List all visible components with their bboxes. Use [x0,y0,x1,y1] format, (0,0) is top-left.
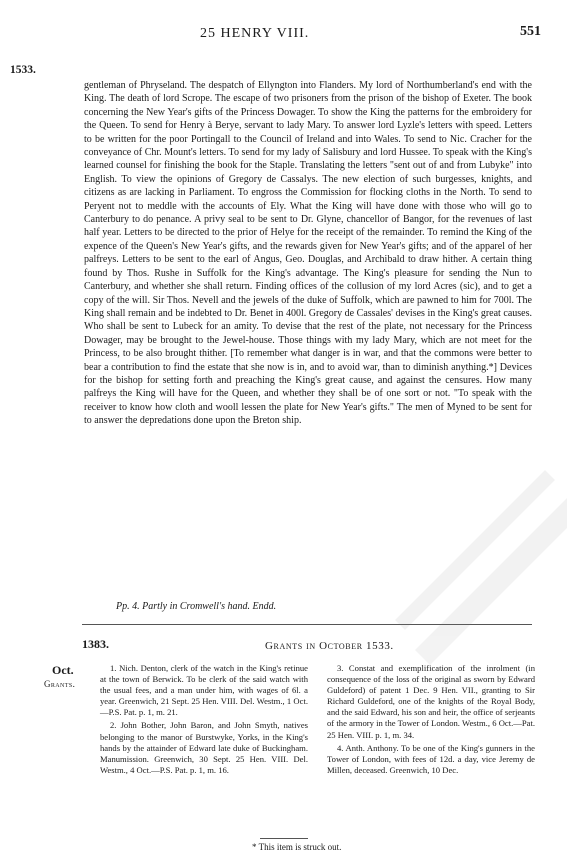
entry-number: 1383. [82,637,109,651]
footnote: * This item is struck out. [252,842,342,852]
section-heading: Grants in October 1533. [265,640,394,652]
grant-item: 3. Constat and exemplification of the inrolment (in consequence of the loss of the original as sworn by Edward Guldeford) of patent 1 Dec. 9 Hen. VII., granting to Sir Richard Guldeford, one of the knights of the Royal Body, and the said Edward, his son and heir, the office of serjeants of the armory in the Tower of London. Westm., 6 Oct.—Pat. 25 Hen. VIII. p. 1, m. 34. [327,663,535,740]
grant-item: 4. Anth. Anthony. To be one of the King's gunners in the Tower of London, with fees of 12d. a day, vice Jeremy de Millen, deceased. Greenwich, 10 Dec. [327,742,535,775]
reign-title: 25 HENRY VIII. [200,26,310,41]
section-divider [82,624,532,625]
margin-label: Grants. [44,679,76,689]
grant-item: 2. John Bother, John Baron, and John Smyth, natives belonging to the manor of Burstwyke, Yorks, in the King's hands by the attainder of Edward late duke of Buckingham. Manumission. Greenwich, 30 Sept. 25 Hen. VIII. Del. Westm., 4 Oct.—P.S. Pat. p. 1, m. 16. [100,720,308,775]
pages-note: Pp. 4. Partly in Cromwell's hand. Endd. [116,601,277,612]
page-number: 551 [520,24,541,39]
watermark [395,470,567,670]
grants-right-column [327,663,535,778]
calendar-entry-body [84,79,532,428]
footnote-rule [260,838,308,839]
margin-month: Oct. [52,663,74,677]
margin-year: 1533. [10,64,36,76]
grants-left-column [100,663,308,778]
body-paragraph: gentleman of Phryseland. The despatch of Ellyngton into Flanders. My lord of Northumberland's end with the King. The death of lord Scrope. The escape of two prisoners from the prison of the bishop of Exeter. The book concerning the New Year's gifts of the Princess Dowager. To show the King the patterns for the embroidery for the Queen. To send for Henry à Berye, servant to lady Mary. To answer lord Lyzle's letters with speed. Letters to be written for the poor Portingall to the Council of Ireland and into Wales. To send to Nic. Cracher for the conveyance of Chr. Mount's letters. To send for my lady of Salisbury and lord Hussee. To speak with the King's learned counsel for finishing the book for the Staple. Translating the letters "sent out of and from Lubyke" into English. To view the opinions of Gregory de Cassalys. The new election of such burgesses, knights, and citizens as are lacking in Parliament. To engross the Commission for flocking cloths in the North. To send to Peryent not to meddle with the accounts of Ely. What the King will have done with those who will go to Canterbury to do penance. A privy seal to be sent to Dr. Glyne, chancellor of Bangor, for the revenues of last half year. Letters to be directed to the prior of Helye for the receipt of the remainder. To remind the King of the expence of the Queen's New Year's gifts, and the rewards given for New Year's gifts; and of the apparel of her palfreys. Letters to be sent to the earl of Angus, Geo. Douglas, and Archibald to draw hither. A certain thing found by Thos. Rushe in Suffolk for the King's advantage. The King's pleasure for sending the Nun to Canterbury, and whether she shall return. Finding offices of the collusion of my lord Acres (sic), and to get a copy of the will. Sir Thos. Nevell and the jewels of the duke of Suffolk, which are pawned to him for 700l. The King shall remain and be indebted to Dr. Benet in 400l. Gregory de Cassales' devises in the King's great causes. Who shall be sent to Lubeck for an amity. To devise that the rest of the plate, not necessary for the Princess Dowager, may be brought to the Jewel-house. Those things with my lady Mary, which are not meet for the Princess, to be also brought thither. [To remember what danger is in war, and that the commons were better to bear a contribution to find the estate that she now is in, and to avoid war, than to diminish anything.*] Devices for the bishop for setting forth and preaching the King's great cause, and against the censures. How many palfreys the King will have for the Queen, and whether they shall be of one sort or not. "To speak with the receiver to know how cloth and wooll lessen the plate for New Year's gifts." The men of Myned to be sent for to answer the depredations done upon the Breton ship. [84,80,532,427]
grant-item: 1. Nich. Denton, clerk of the watch in the King's retinue at the town of Berwick. To be clerk of the said watch with the usual fees, and a man under him, with wages of 6l. a year. Greenwich, 21 Sept. 25 Hen. VIII. Del. Westm., 1 Oct.—P.S. Pat. p. 1, m. 21. [100,663,308,718]
